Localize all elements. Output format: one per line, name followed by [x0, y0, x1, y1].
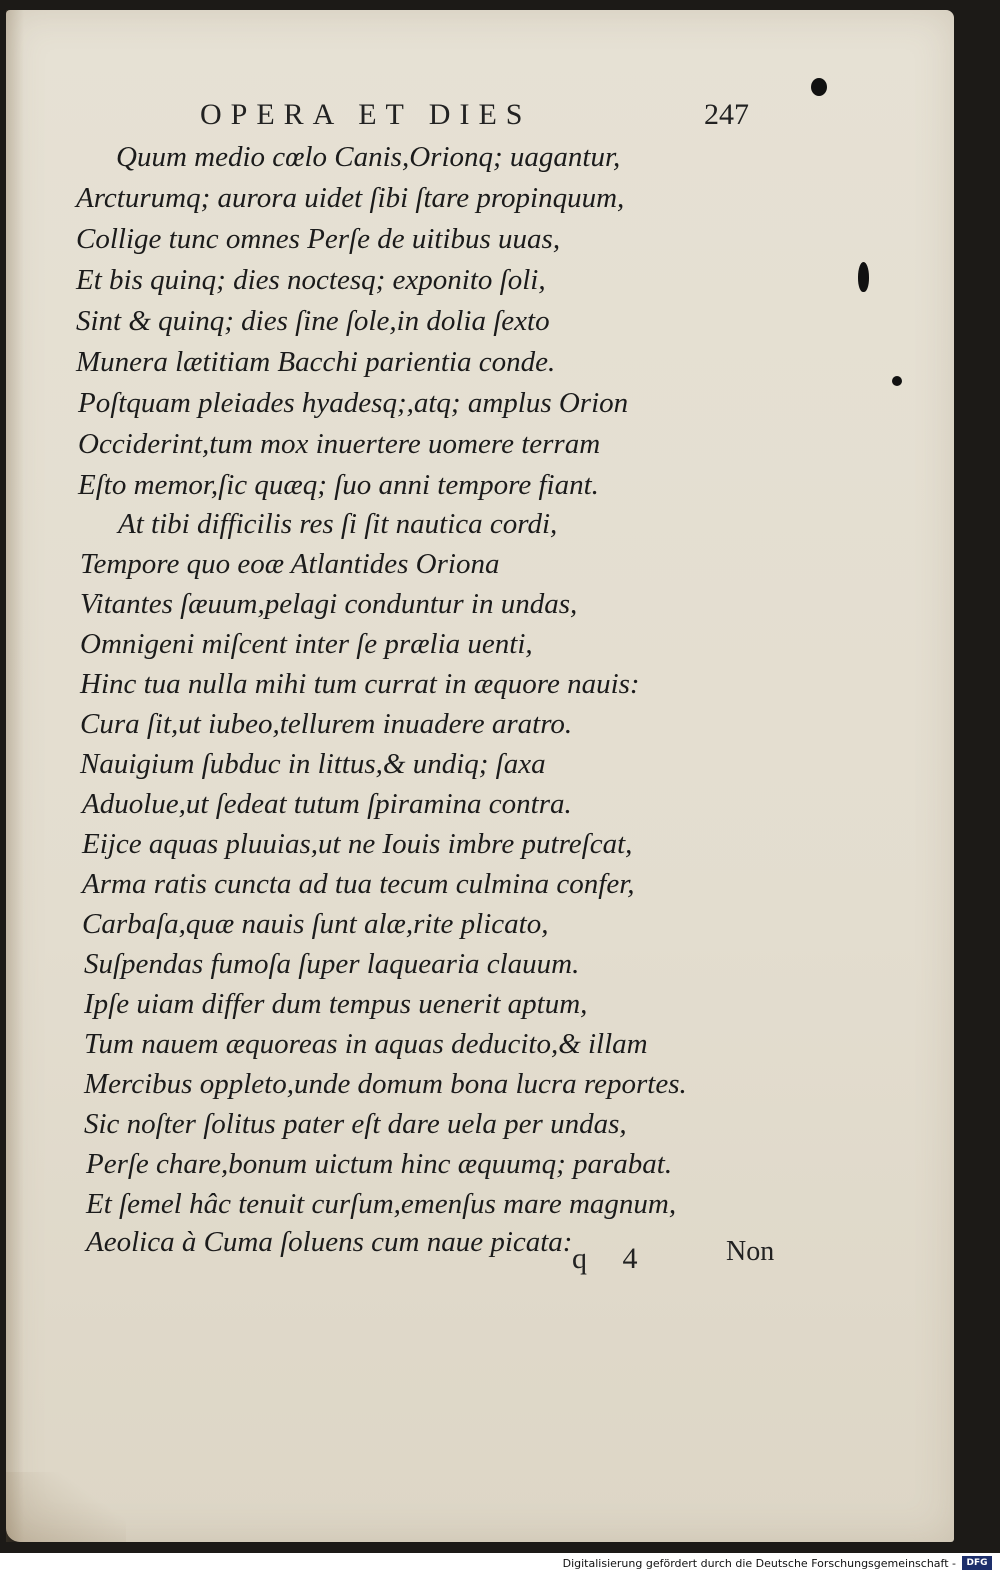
verse-line-4: Et bis quinq; dies noctesq; exponito ſoli,	[76, 264, 546, 296]
ink-spot	[811, 78, 827, 96]
funding-credit: Digitalisierung gefördert durch die Deutsche Forschungsgemeinschaft -	[562, 1557, 956, 1570]
dfg-logo-icon: DFG	[962, 1556, 992, 1570]
digitization-footer	[0, 1553, 1000, 1573]
page-number: 247	[704, 98, 749, 131]
book-page	[6, 10, 954, 1542]
signature-mark: q 4	[572, 1242, 652, 1275]
verse-line-12: Vitantes ſæuum,pelagi conduntur in undas,	[80, 588, 578, 620]
verse-line-2: Arcturumq; aurora uidet ſibi ſtare propinquum,	[76, 182, 625, 214]
verse-line-14: Hinc tua nulla mihi tum currat in æquore nauis:	[80, 668, 640, 700]
verse-line-9: Eſto memor,ſic quæq; ſuo anni tempore fiant.	[78, 469, 599, 501]
page-corner-wear	[6, 1472, 126, 1542]
verse-line-17: Aduolue,ut ſedeat tutum ſpiramina contra.	[82, 788, 572, 820]
verse-line-24: Mercibus oppleto,unde domum bona lucra reportes.	[84, 1068, 687, 1100]
verse-line-5: Sint & quinq; dies ſine ſole,in dolia ſexto	[76, 305, 550, 337]
catchword: Non	[726, 1236, 775, 1267]
verse-line-15: Cura ſit,ut iubeo,tellurem inuadere aratro.	[80, 708, 573, 740]
verse-line-1: Quum medio cœlo Canis,Orionq; uagantur,	[116, 141, 621, 173]
verse-line-22: Ipſe uiam differ dum tempus uenerit aptum,	[84, 988, 588, 1020]
verse-line-6: Munera lætitiam Bacchi parientia conde.	[76, 346, 556, 378]
verse-line-7: Poſtquam pleiades hyadesq;,atq; amplus Orion	[78, 387, 629, 419]
ink-spot	[858, 262, 869, 292]
verse-line-25: Sic noſter ſolitus pater eſt dare uela per undas,	[84, 1108, 627, 1140]
page-gutter-shadow	[6, 10, 24, 1542]
verse-line-26: Perſe chare,bonum uictum hinc æquumq; parabat.	[86, 1148, 673, 1180]
verse-line-20: Carbaſa,quæ nauis ſunt alæ,rite plicato,	[82, 908, 549, 940]
verse-line-13: Omnigeni miſcent inter ſe prælia uenti,	[80, 628, 533, 660]
verse-line-28: Aeolica à Cuma ſoluens cum naue picata:	[86, 1226, 573, 1258]
verse-line-19: Arma ratis cuncta ad tua tecum culmina confer,	[82, 868, 635, 900]
verse-line-27: Et ſemel hâc tenuit curſum,emenſus mare magnum,	[86, 1188, 677, 1220]
verse-line-16: Nauigium ſubduc in littus,& undiq; ſaxa	[80, 748, 546, 780]
verse-line-3: Collige tunc omnes Perſe de uitibus uuas,	[76, 223, 561, 255]
verse-line-10: At tibi difficilis res ſi ſit nautica cordi,	[118, 508, 558, 540]
verse-line-23: Tum nauem æquoreas in aquas deducito,& illam	[84, 1028, 648, 1060]
running-head: OPERA ET DIES	[200, 98, 532, 131]
verse-line-21: Suſpendas fumoſa ſuper laquearia clauum.	[84, 948, 580, 980]
verse-line-11: Tempore quo eoæ Atlantides Oriona	[80, 548, 500, 580]
verse-line-18: Eijce aquas pluuias,ut ne Iouis imbre putreſcat,	[82, 828, 633, 860]
verse-line-8: Occiderint,tum mox inuertere uomere terram	[78, 428, 601, 460]
ink-spot	[892, 376, 902, 386]
